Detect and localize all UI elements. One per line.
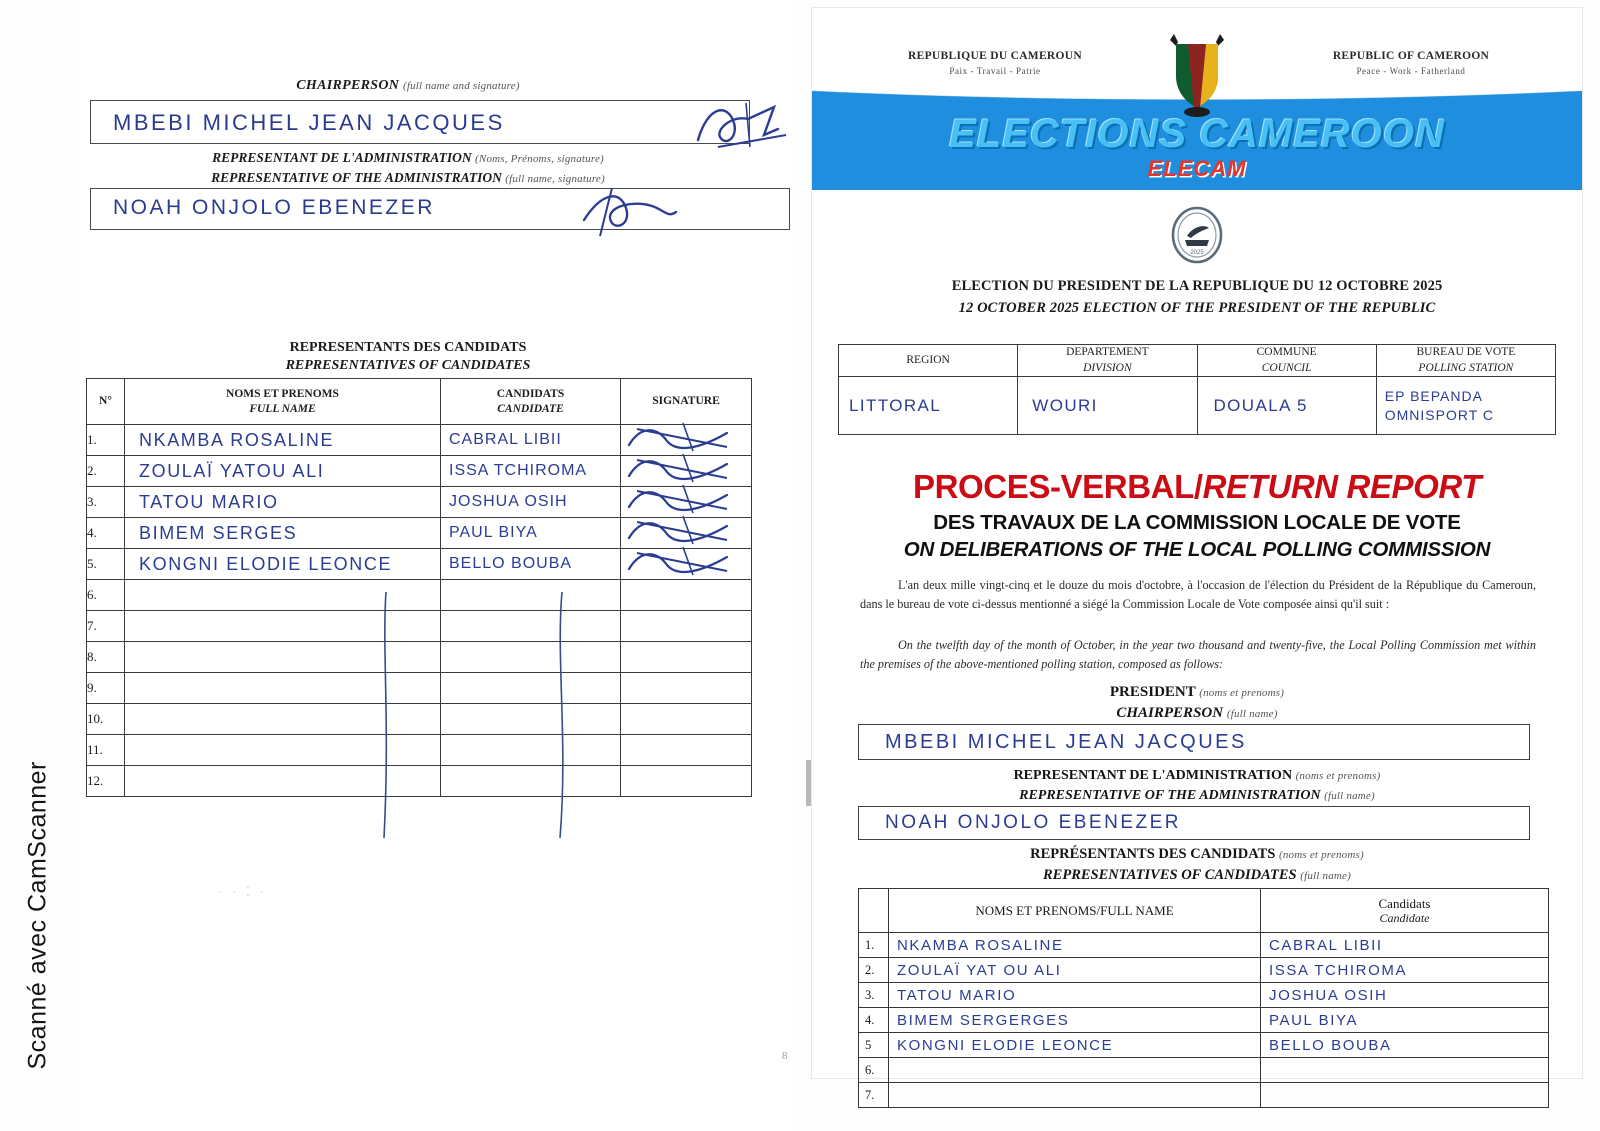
left-administration-label-en-text: REPRESENTATIVE OF THE ADMINISTRATION [211, 170, 502, 185]
row-number: 2. [859, 958, 889, 983]
table-row[interactable] [87, 611, 752, 642]
row-signature-cell[interactable] [621, 425, 752, 456]
table-row[interactable] [87, 549, 752, 580]
row-signature-cell[interactable] [621, 766, 752, 797]
right-col-name: NOMS ET PRENOMS/FULL NAME [889, 889, 1261, 933]
region-col-division [1018, 345, 1197, 377]
row-signature-mark [623, 421, 751, 455]
election-title-en: 12 OCTOBER 2025 ELECTION OF THE PRESIDENT OF THE REPUBLIC [958, 299, 1436, 316]
row-candidate-cell[interactable]: JOSHUA OSIH [1261, 983, 1549, 1008]
right-reps-header-row [859, 889, 1549, 933]
right-col-candidate-fr: Candidats [1378, 895, 1431, 911]
row-candidate-value: BELLO BOUBA [449, 555, 573, 572]
region-table [838, 344, 1556, 435]
table-row[interactable] [87, 766, 752, 797]
republic-fr-title: REPUBLIQUE DU CAMEROUN [908, 50, 1082, 62]
region-value-station-cell[interactable] [1376, 377, 1555, 435]
left-administration-value: NOAH ONJOLO EBENEZER [113, 196, 435, 219]
region-value-council-cell[interactable] [1197, 377, 1376, 435]
row-number: 1. [87, 425, 125, 456]
region-value-station: EP BEPANDA OMNISPORT C [1384, 387, 1495, 423]
row-signature-mark [623, 545, 751, 579]
left-administration-note-fr: (Noms, Prénoms, signature) [475, 153, 604, 165]
row-name-value: NKAMBA ROSALINE [139, 429, 335, 450]
right-reps-table-wrap [858, 888, 1548, 1108]
document-subtitle-fr: DES TRAVAUX DE LA COMMISSION LOCALE DE VOTE [933, 511, 1461, 534]
right-reps-body [859, 933, 1549, 1108]
official-seal-icon [1171, 206, 1223, 264]
region-value-row [839, 377, 1556, 435]
row-number: 3. [859, 983, 889, 1008]
table-row[interactable] [87, 425, 752, 456]
president-field[interactable] [858, 724, 1530, 760]
body-paragraph-en [860, 636, 1536, 674]
right-col-candidate [1261, 889, 1549, 933]
row-name-cell[interactable]: KONGNI ELODIE LEONCE [889, 1033, 1261, 1058]
left-col-num: N° [87, 379, 125, 425]
row-name-cell[interactable] [125, 766, 441, 797]
left-reps-title-fr: REPRESENTANTS DES CANDIDATS [289, 340, 527, 355]
row-signature-mark [623, 514, 751, 548]
row-number: 7. [87, 611, 125, 642]
region-col-council-fr: COMMUNE [1256, 346, 1317, 358]
table-row[interactable] [859, 983, 1549, 1008]
row-candidate-cell[interactable]: BELLO BOUBA [1261, 1033, 1549, 1058]
scan-artifact-marks: · · ⁚ · [218, 884, 267, 899]
table-row[interactable] [859, 1033, 1549, 1058]
region-col-station-en: POLLING STATION [1418, 361, 1514, 374]
republic-fr-motto: Paix - Travail - Patrie [949, 66, 1041, 77]
row-name-cell[interactable] [125, 425, 441, 456]
row-candidate-cell[interactable]: PAUL BIYA [1261, 1008, 1549, 1033]
body-paragraph-en-text: On the twelfth day of the month of October, in the year two thousand and twenty-five, the Local Polling Commission met within the premises of the above-mentioned polling station, composed as follows: [860, 638, 1536, 671]
republic-fr-block [870, 48, 1120, 79]
left-col-name-fr: NOMS ET PRENOMS [226, 388, 339, 401]
table-row[interactable] [87, 642, 752, 673]
region-col-station-fr: BUREAU DE VOTE [1416, 346, 1516, 358]
row-number: 6. [859, 1058, 889, 1083]
row-candidate-cell[interactable]: CABRAL LIBII [1261, 933, 1549, 958]
administration-field[interactable] [858, 806, 1530, 840]
elecam-brand-abbrev: ELECAM [1147, 156, 1247, 181]
reps-note-en: (full name) [1300, 870, 1351, 882]
table-row[interactable] [859, 1058, 1549, 1083]
camscanner-watermark: Scanné avec CamScanner [23, 761, 52, 1070]
table-row[interactable] [87, 456, 752, 487]
left-reps-body [87, 425, 752, 797]
region-table-wrap [838, 344, 1556, 435]
elecam-brand-title: ELECTIONS CAMEROON [949, 112, 1445, 156]
region-header-row [839, 345, 1556, 377]
right-col-candidate-en: Candidate [1379, 911, 1430, 926]
left-administration-field[interactable] [90, 188, 790, 230]
document-title-fr: PROCES-VERBAL [913, 468, 1194, 505]
left-administration-label-fr [78, 150, 738, 166]
right-page-scan [812, 8, 1582, 1102]
reps-title-en-text: REPRESENTATIVES OF CANDIDATES [1043, 867, 1297, 883]
row-candidate-cell[interactable] [441, 580, 621, 611]
page-number: 8 [782, 1050, 788, 1062]
left-administration-note-en: (full name, signature) [505, 173, 605, 185]
region-value-council: DOUALA 5 [1213, 395, 1308, 415]
row-number: 11. [87, 735, 125, 766]
region-col-division-en: DIVISION [1083, 361, 1132, 374]
row-candidate-cell[interactable] [441, 642, 621, 673]
admin-note-fr: (noms et prenoms) [1295, 770, 1381, 782]
row-number: 1. [859, 933, 889, 958]
row-candidate-value: JOSHUA OSIH [449, 493, 568, 510]
row-signature-cell[interactable] [621, 580, 752, 611]
region-value-region-cell[interactable] [839, 377, 1018, 435]
row-number: 8. [87, 642, 125, 673]
row-signature-mark [623, 483, 751, 517]
scan-edge-artifact [806, 760, 811, 806]
table-row[interactable] [859, 933, 1549, 958]
row-name-cell[interactable]: ZOULAÏ YAT OU ALI [889, 958, 1261, 983]
row-number: 2. [87, 456, 125, 487]
row-number: 5 [859, 1033, 889, 1058]
row-signature-cell[interactable] [621, 704, 752, 735]
left-col-candidate [441, 379, 621, 425]
row-candidate-cell[interactable] [441, 425, 621, 456]
right-col-num [859, 889, 889, 933]
row-candidate-cell[interactable] [441, 673, 621, 704]
row-candidate-value: ISSA TCHIROMA [449, 462, 588, 479]
table-row[interactable] [87, 673, 752, 704]
reps-title-fr-text: REPRÉSENTANTS DES CANDIDATS [1030, 846, 1276, 862]
reps-note-fr: (noms et prenoms) [1278, 849, 1364, 861]
coat-of-arms-icon [1164, 28, 1230, 120]
table-row[interactable] [859, 1008, 1549, 1033]
row-candidate-cell[interactable] [441, 766, 621, 797]
left-col-name-en: FULL NAME [249, 402, 316, 415]
admin-label-fr-text: REPRESENTANT DE L'ADMINISTRATION [1013, 768, 1293, 783]
row-signature-cell[interactable] [621, 642, 752, 673]
row-candidate-cell[interactable] [441, 456, 621, 487]
republic-en-motto: Peace - Work - Fatherland [1356, 66, 1466, 77]
admin-label-en [812, 788, 1582, 804]
row-name-value: KONGNI ELODIE LEONCE [139, 553, 393, 574]
row-signature-cell[interactable] [621, 611, 752, 642]
row-number: 7. [859, 1083, 889, 1108]
row-signature-cell[interactable] [621, 549, 752, 580]
row-signature-cell[interactable] [621, 673, 752, 704]
region-col-council [1197, 345, 1376, 377]
row-candidate-cell[interactable] [1261, 1058, 1549, 1083]
left-reps-header-row [87, 379, 752, 425]
left-reps-table-wrap [86, 378, 751, 797]
left-chairperson-value: MBEBI MICHEL JEAN JACQUES [113, 110, 505, 135]
left-administration-label-fr-text: REPRESENTANT DE L'ADMINISTRATION [212, 150, 472, 165]
row-candidate-value: PAUL BIYA [449, 524, 538, 541]
left-reps-title-en: REPRESENTATIVES OF CANDIDATES [285, 358, 531, 373]
row-name-cell[interactable] [125, 642, 441, 673]
table-row[interactable] [87, 487, 752, 518]
election-title-block [812, 276, 1582, 320]
row-name-cell[interactable] [125, 704, 441, 735]
row-number: 4. [87, 518, 125, 549]
right-reps-table [858, 888, 1549, 1108]
row-name-cell[interactable] [125, 735, 441, 766]
region-col-region [839, 345, 1018, 377]
republic-en-block [1286, 48, 1536, 79]
document-title-en: RETURN REPORT [1202, 468, 1481, 505]
election-title-fr: ELECTION DU PRESIDENT DE LA REPUBLIQUE DU 12 OCTOBRE 2025 [951, 278, 1443, 294]
table-row[interactable] [859, 1083, 1549, 1108]
row-signature-cell[interactable] [621, 735, 752, 766]
row-number: 6. [87, 580, 125, 611]
elecam-banner [812, 8, 1582, 190]
table-row[interactable] [87, 735, 752, 766]
left-administration-label-en [78, 170, 738, 186]
row-name-cell[interactable] [125, 487, 441, 518]
republic-en-title: REPUBLIC OF CAMEROON [1332, 50, 1490, 62]
left-col-name [125, 379, 441, 425]
row-name-cell[interactable] [125, 456, 441, 487]
admin-note-en: (full name) [1324, 790, 1375, 802]
row-name-cell[interactable]: TATOU MARIO [889, 983, 1261, 1008]
president-label-en-text: CHAIRPERSON [1116, 705, 1224, 721]
row-candidate-cell[interactable] [1261, 1083, 1549, 1108]
row-number: 3. [87, 487, 125, 518]
left-chairperson-field[interactable] [90, 100, 750, 144]
row-name-cell[interactable] [889, 1058, 1261, 1083]
row-candidate-cell[interactable] [441, 735, 621, 766]
left-page-scan [78, 0, 793, 1131]
row-number: 4. [859, 1008, 889, 1033]
left-col-candidate-fr: CANDIDATS [496, 388, 565, 401]
left-chairperson-label-text: CHAIRPERSON [296, 78, 400, 93]
region-col-region-fr: REGION [906, 353, 950, 366]
row-signature-mark [623, 452, 751, 486]
row-name-value: TATOU MARIO [139, 491, 279, 512]
row-candidate-cell[interactable]: ISSA TCHIROMA [1261, 958, 1549, 983]
left-col-candidate-en: CANDIDATE [497, 402, 564, 415]
row-name-cell[interactable] [125, 673, 441, 704]
row-number: 9. [87, 673, 125, 704]
row-name-cell[interactable]: NKAMBA ROSALINE [889, 933, 1261, 958]
body-paragraph-fr [860, 576, 1536, 614]
svg-text:2025: 2025 [1190, 250, 1204, 256]
row-name-cell[interactable] [125, 611, 441, 642]
row-signature-cell[interactable] [621, 487, 752, 518]
region-col-council-en: COUNCIL [1261, 361, 1312, 374]
left-chairperson-label [78, 78, 738, 94]
row-candidate-cell[interactable] [441, 611, 621, 642]
region-value-division-cell[interactable] [1018, 377, 1197, 435]
row-name-cell[interactable] [889, 1083, 1261, 1108]
document-title [812, 468, 1582, 506]
row-name-cell[interactable] [125, 549, 441, 580]
region-value-region: LITTORAL [849, 395, 942, 415]
region-col-division-fr: DEPARTEMENT [1066, 346, 1149, 358]
left-reps-table [86, 378, 752, 797]
row-signature-cell[interactable] [621, 518, 752, 549]
admin-label-en-text: REPRESENTATIVE OF THE ADMINISTRATION [1019, 788, 1321, 803]
president-label-en [812, 705, 1582, 722]
row-name-cell[interactable]: BIMEM SERGERGES [889, 1008, 1261, 1033]
row-name-cell[interactable] [125, 518, 441, 549]
row-candidate-cell[interactable] [441, 487, 621, 518]
row-signature-cell[interactable] [621, 456, 752, 487]
row-name-value: ZOULAÏ YATOU ALI [139, 460, 325, 481]
left-col-signature: SIGNATURE [621, 379, 752, 425]
reps-title-en [812, 867, 1582, 884]
body-paragraph-fr-text: L'an deux mille vingt-cinq et le douze du mois d'octobre, à l'occasion de l'élection du Président de la République du Cameroun, dans le bureau de vote ci-dessus mentionné a siégé la Commission Locale de Vote composée ainsi qu'il suit : [860, 578, 1536, 611]
reps-title-fr [812, 846, 1582, 863]
table-row[interactable] [859, 958, 1549, 983]
president-value: MBEBI MICHEL JEAN JACQUES [885, 731, 1247, 753]
document-subtitle-en: ON DELIBERATIONS OF THE LOCAL POLLING COMMISSION [903, 538, 1491, 561]
document-title-separator: / [1193, 468, 1203, 505]
region-value-division: WOURI [1032, 395, 1098, 415]
left-chairperson-label-note: (full name and signature) [402, 80, 520, 92]
table-row[interactable] [87, 704, 752, 735]
president-label-fr [812, 684, 1582, 701]
row-number: 12. [87, 766, 125, 797]
row-name-value: BIMEM SERGES [139, 522, 298, 543]
president-label-fr-text: PRESIDENT [1109, 684, 1196, 700]
row-candidate-cell[interactable] [441, 518, 621, 549]
row-candidate-value: CABRAL LIBII [449, 431, 562, 448]
region-col-station [1376, 345, 1555, 377]
row-candidate-cell[interactable] [441, 549, 621, 580]
admin-label-fr [812, 768, 1582, 784]
administration-value: NOAH ONJOLO EBENEZER [885, 812, 1181, 833]
table-row[interactable] [87, 518, 752, 549]
president-note-fr: (noms et prenoms) [1199, 687, 1285, 699]
row-number: 10. [87, 704, 125, 735]
table-row[interactable] [87, 580, 752, 611]
row-number: 5. [87, 549, 125, 580]
row-candidate-cell[interactable] [441, 704, 621, 735]
row-name-cell[interactable] [125, 580, 441, 611]
president-note-en: (full name) [1226, 708, 1278, 720]
